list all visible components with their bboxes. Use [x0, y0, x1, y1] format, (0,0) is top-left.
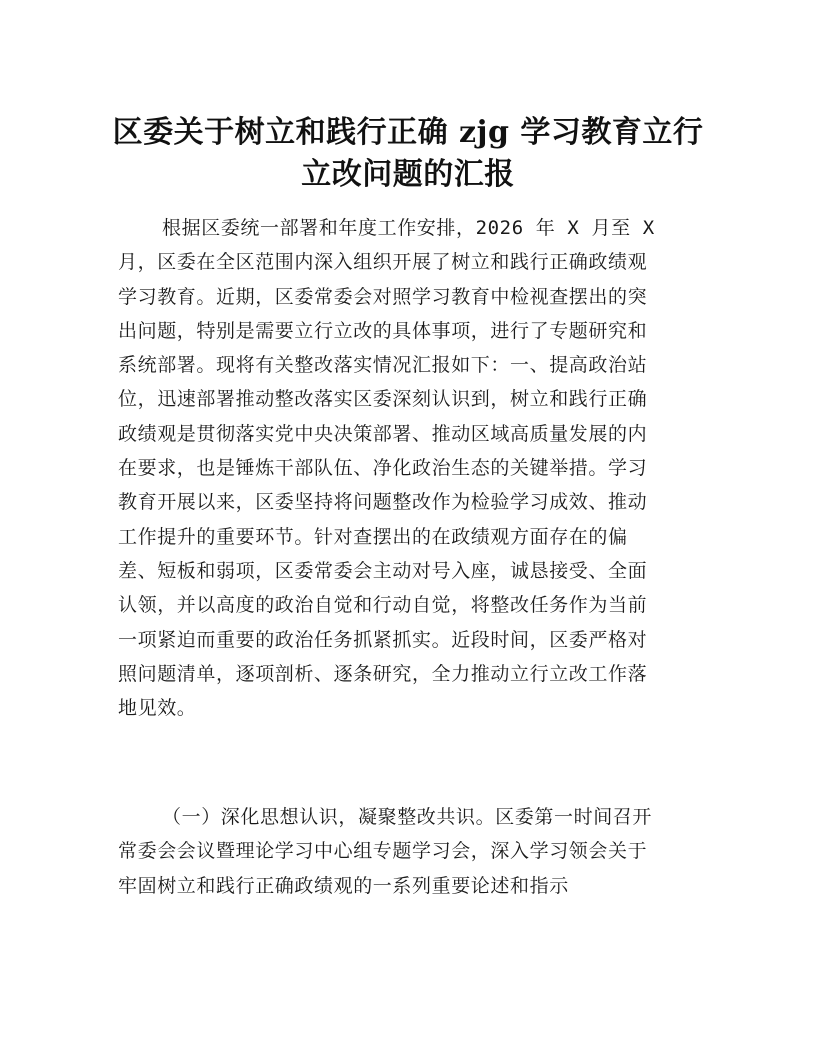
- text-line: 政绩观是贯彻落实党中央决策部署、推动区域高质量发展的内: [118, 422, 648, 445]
- text-line: 牢固树立和践行正确政绩观的一系列重要论述和指示: [118, 874, 569, 897]
- text-line: 工作提升的重要环节。针对查摆出的在政绩观方面存在的偏: [118, 525, 628, 548]
- text-line: 出问题，特别是需要立行立改的具体事项，进行了专题研究和: [118, 319, 648, 342]
- text-line: 系统部署。现将有关整改落实情况汇报如下：一、提高政治站: [118, 354, 648, 377]
- text-line: 常委会会议暨理论学习中心组专题学习会，深入学习领会关于: [118, 840, 648, 863]
- paragraph-1: [118, 211, 698, 725]
- text-line: 差、短板和弱项，区委常委会主动对号入座，诚恳接受、全面: [118, 559, 648, 582]
- title-line-1: 区委关于树立和践行正确 zjg 学习教育立行: [112, 115, 704, 150]
- text-line: 根据区委统一部署和年度工作安排，2026 年 X 月至 X: [162, 217, 655, 239]
- text-line: 学习教育。近期，区委常委会对照学习教育中检视查摆出的突: [118, 285, 648, 308]
- text-line: （一）深化思想认识，凝聚整改共识。区委第一时间召开: [162, 806, 653, 828]
- text-line: 位，迅速部署推动整改落实区委深刻认识到，树立和践行正确: [118, 388, 648, 411]
- text-line: 地见效。: [118, 697, 197, 720]
- title-line-2: 立改问题的汇报: [301, 157, 515, 192]
- paragraph-2: [118, 800, 698, 903]
- document-title: [100, 112, 716, 196]
- text-line: 在要求，也是锤炼干部队伍、净化政治生态的关键举措。学习: [118, 457, 648, 480]
- text-line: 一项紧迫而重要的政治任务抓紧抓实。近段时间，区委严格对: [118, 628, 648, 651]
- text-line: 照问题清单，逐项剖析、逐条研究，全力推动立行立改工作落: [118, 662, 648, 685]
- text-line: 教育开展以来，区委坚持将问题整改作为检验学习成效、推动: [118, 491, 648, 514]
- text-line: 认领，并以高度的政治自觉和行动自觉，将整改任务作为当前: [118, 594, 648, 617]
- text-line: 月，区委在全区范围内深入组织开展了树立和践行正确政绩观: [118, 251, 648, 274]
